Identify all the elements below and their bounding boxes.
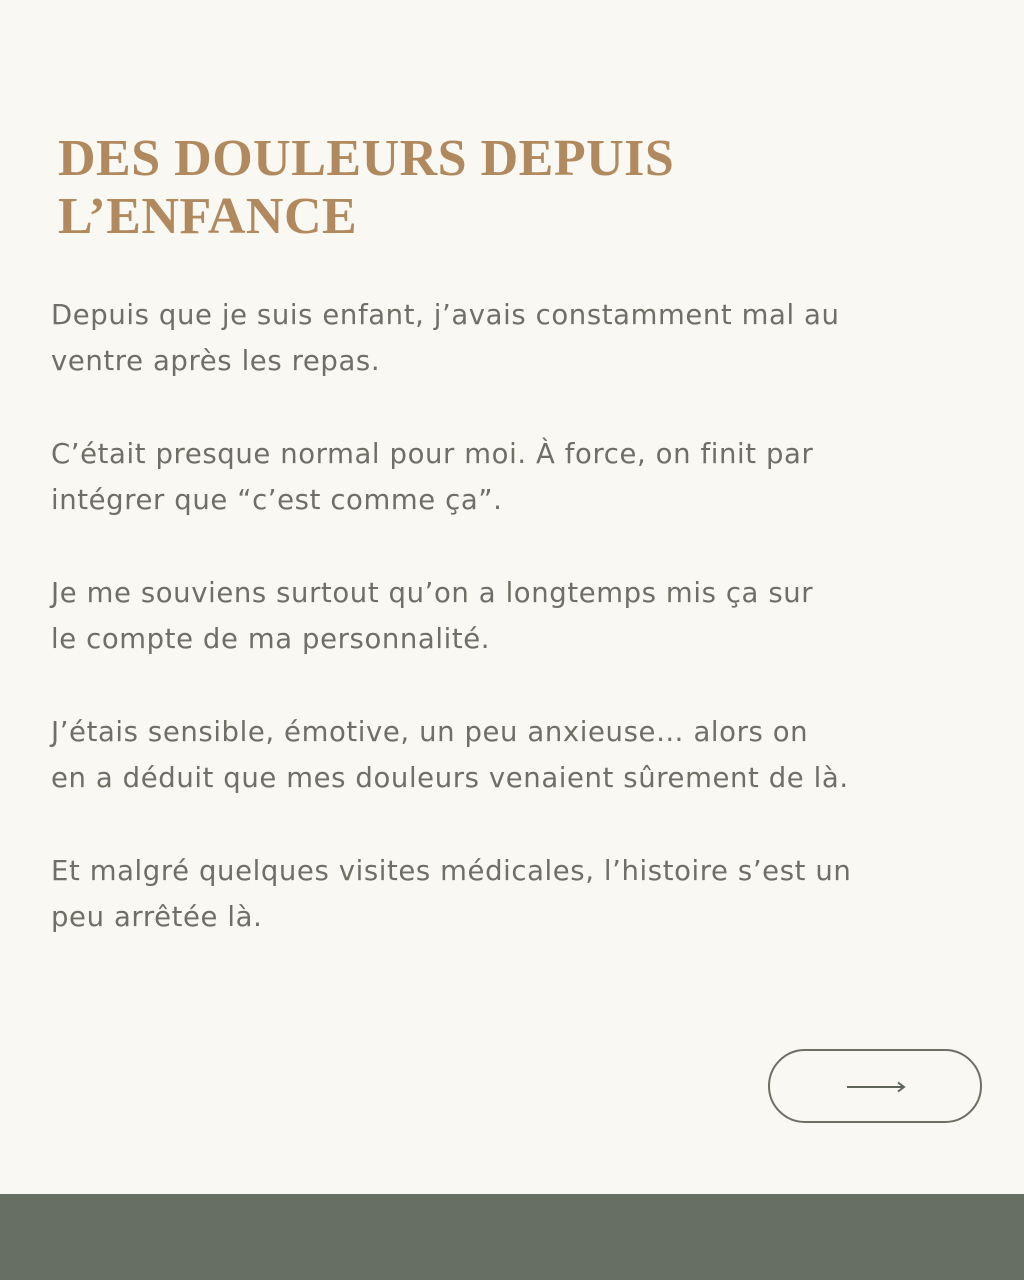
paragraph [51, 431, 951, 523]
paragraph [51, 292, 951, 384]
title-line: L’ENFANCE [58, 188, 358, 245]
footer-band [0, 1194, 1024, 1280]
next-button[interactable] [768, 1049, 982, 1123]
paragraph-line: J’étais sensible, émotive, un peu anxieuse… alors on [51, 716, 809, 748]
title-line: DES DOULEURS DEPUIS [58, 130, 675, 187]
paragraph-line: peu arrêtée là. [51, 901, 263, 933]
paragraph [51, 709, 951, 801]
paragraph-line: Depuis que je suis enfant, j’avais constamment mal au [51, 299, 840, 331]
paragraph [51, 570, 951, 662]
paragraph-line: intégrer que “c’est comme ça”. [51, 484, 503, 516]
paragraph-line: Je me souviens surtout qu’on a longtemps mis ça sur [51, 577, 814, 609]
paragraph-line: le compte de ma personnalité. [51, 623, 491, 655]
paragraph-line: C’était presque normal pour moi. À force, on finit par [51, 438, 814, 470]
page-title [58, 130, 958, 246]
arrow-right-icon [845, 1080, 909, 1094]
story-text [51, 292, 951, 987]
paragraph-line: ventre après les repas. [51, 345, 381, 377]
paragraph-line: en a déduit que mes douleurs venaient sûrement de là. [51, 762, 849, 794]
paragraph-line: Et malgré quelques visites médicales, l’histoire s’est un [51, 855, 852, 887]
paragraph [51, 848, 951, 940]
